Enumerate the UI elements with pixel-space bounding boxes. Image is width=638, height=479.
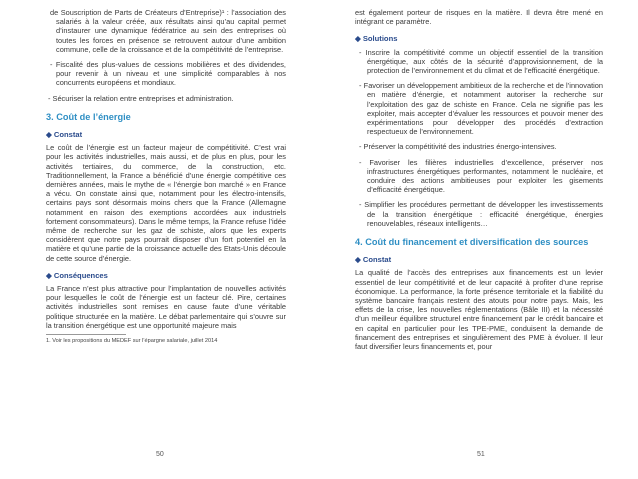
solution-item: - Simplifier les procédures permettant de développer les investissements de la transition énergétique : efficacité énergétique, énergies renouvelables, réseaux intelligents… (359, 200, 603, 228)
subheading-constat (355, 255, 603, 264)
list-item-securiser: - Sécuriser la relation entre entreprises et administration. (48, 93, 234, 103)
footnote: 1. Voir les propositions du MEDEF sur l’épargne salariale, juillet 2014 (46, 338, 218, 345)
left-column (46, 8, 286, 345)
right-page (319, 0, 638, 479)
diamond-bullet-icon: ◆ (46, 130, 52, 140)
diamond-bullet-icon: ◆ (46, 270, 52, 280)
subheading-label: Constat (53, 130, 83, 140)
solution-item: - Favoriser un développement ambitieux de la recherche et de l’innovation en matière d’énergie, et notamment autoriser la recherche sur l’exploitation des gaz de schiste en France. Cela ne signifie pas les exploiter, mais accepter d’évaluer les ressources et pouvoir mener des expérimentations pour développer des procédés d’extraction respectueux de l’environnement. (359, 81, 603, 137)
subheading-label: Solutions (362, 34, 398, 44)
paragraph-constat: Le coût de l’énergie est un facteur majeur de compétitivité. C’est vrai pour les activités industrielles, mais aussi, et de plus en plus, pour les activités tertiaires, du commerce, de la construction, etc. Traditionnellement, la France a bénéficié d’une énergie compétitive ces dernières années, mais le mythe de « l’énergie bon marché » en France a vécu. On constate ainsi que, notamment pour les électro-intensifs, certains pays sont désormais moins chers que la France (Allemagne notamment en raison des exemptions accordées aux industriels fortement consommateurs). Dans le même temps, la France refuse l’idée même de recherche sur les gaz de schiste, alors que les experts considèrent que notre pays pourrait disposer d’un fort potentiel en la matière et qu’une partie de la croissance actuelle des Etats-Unis découle de cette source d’énergie. (46, 143, 286, 263)
paragraph-consequences: La France n’est plus attractive pour l’implantation de nouvelles activités pour lesquelles le coût de l’énergie est un facteur clé. Pire, certaines activités industrielles sont remises en cause faute d’une véritable politique structurée en la matière. Le débat parlementaire qui s’ouvre sur la transition énergétique est une opportunité majeure mais (46, 284, 286, 330)
right-column (355, 8, 603, 357)
section-title-energie: 3. Coût de l’énergie (46, 111, 131, 122)
page-number: 50 (156, 451, 164, 458)
subheading-solutions (355, 34, 603, 43)
subheading-consequences (46, 271, 286, 280)
subheading-label: Conséquences (53, 270, 108, 280)
page-number: 51 (477, 451, 485, 458)
section-title-financement: 4. Coût du financement et diversification des sources (355, 237, 589, 248)
paragraph-constat: La qualité de l’accès des entreprises aux financements est un levier essentiel de leur compétitivité et de leur capacité à profiter d’une reprise économique. La performance, la forte présence territoriale et la fiabilité du système bancaire français restent des atouts pour notre pays. Mais, les effets de la crise, les nouvelles réglementations (Bâle III) et la nécessité d’un meilleur équilibre structurel entre financement par le crédit bancaire et en capital en particulier pour les TPE-PME, conduisent la demande de financement des entreprises et singulièrement des PME à évoluer. Il leur faut diversifier leurs financements et, pour (355, 268, 603, 352)
diamond-bullet-icon: ◆ (355, 255, 361, 265)
subheading-label: Constat (362, 255, 392, 265)
diamond-bullet-icon: ◆ (355, 34, 361, 44)
list-item-fiscalite: - Fiscalité des plus-values de cessions mobilières et des dividendes, pour revenir à un niveau et une simplicité comparables à nos concurrents européens et mondiaux. (50, 60, 286, 88)
paragraph-intro: est également porteur de risques en la matière. Il devra être mené en intégrant ce paramètre. (355, 8, 603, 27)
footnote-divider (46, 334, 126, 335)
solution-item: - Inscrire la compétitivité comme un objectif essentiel de la transition énergétique, aux côtés de la sécurité d’approvisionnement, de la protection de l’environnement et du climat et de l’efficacité énergétique. (359, 47, 603, 76)
solution-item: - Préserver la compétitivité des industries énergo-intensives. (359, 142, 557, 152)
paragraph-continuation: de Souscription de Parts de Créateurs d’Entreprise)¹ : l’association des salariés à la valeur créée, aux résultats ainsi qu’au capital permet d’instaurer une dynamique fédératrice au sein des entreprises où toutes les forces en présence se retrouvent autour d’une ambition commune, celle de la croissance et de la compétitivité de l’entreprise. (50, 8, 286, 54)
solution-item: - Favoriser les filières industrielles d’excellence, préserver nos infrastructures énergétiques performantes, notamment le nucléaire, et conduire des actions ambitieuses pour exploiter les gisements d’efficacité énergétique. (359, 157, 603, 195)
subheading-constat (46, 130, 286, 139)
